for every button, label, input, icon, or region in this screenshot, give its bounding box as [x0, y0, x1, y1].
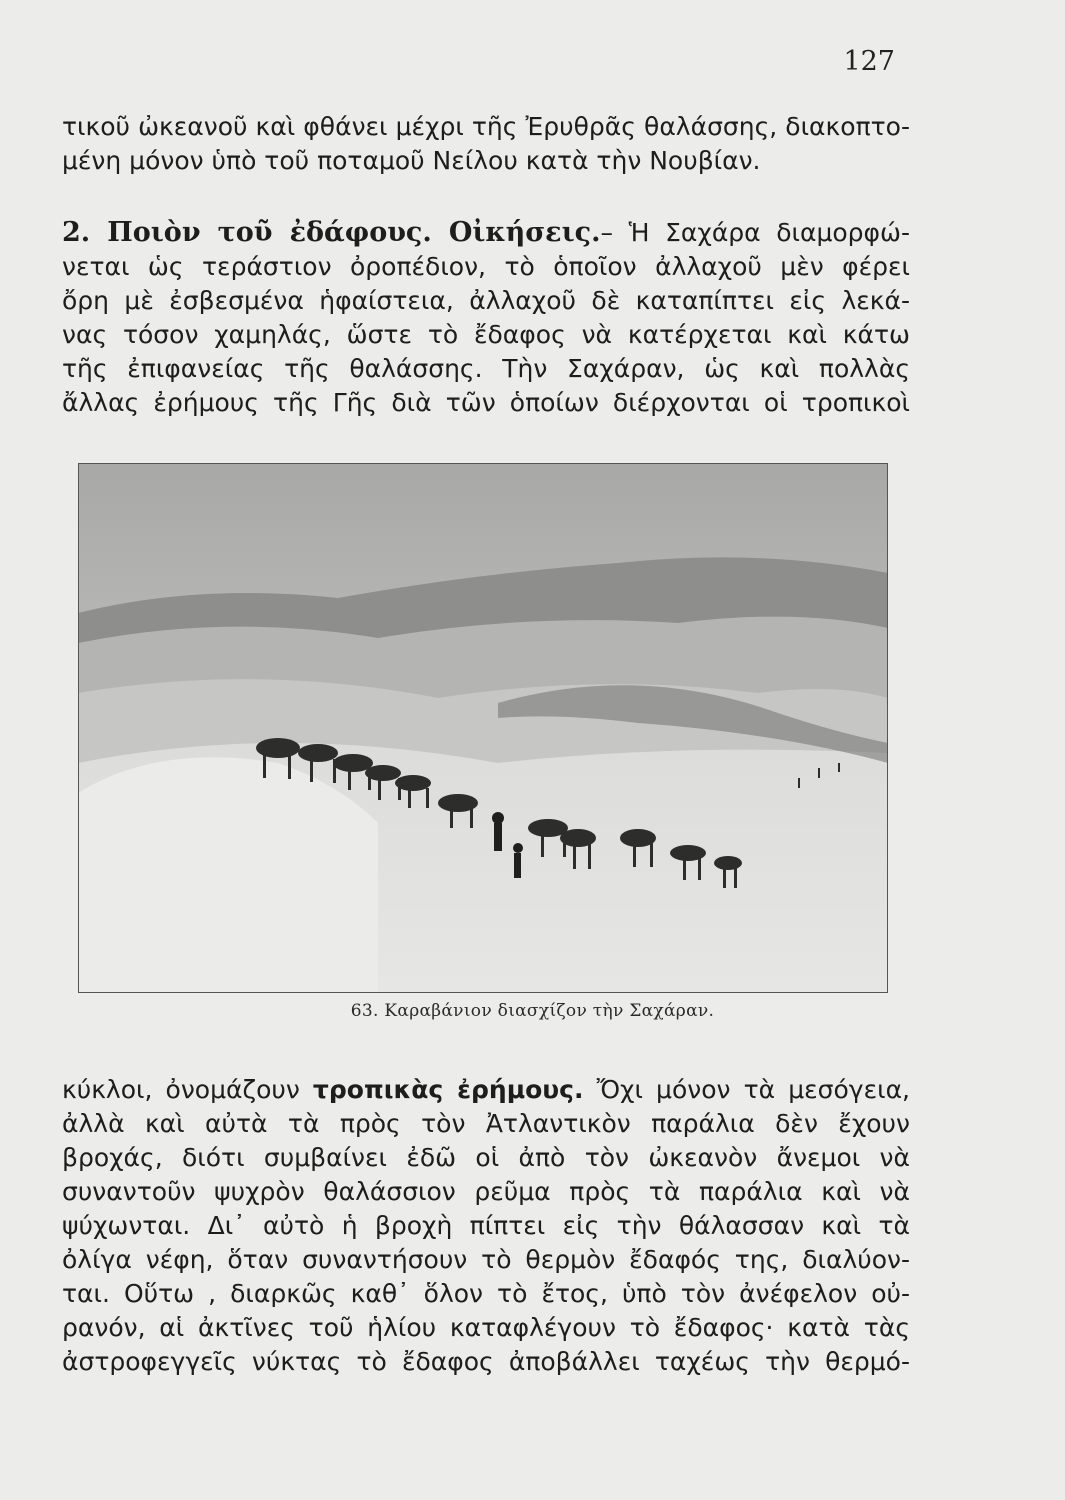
term-tropical-deserts: τροπικὰς ἐρήμους. — [312, 1075, 584, 1104]
page-number: 127 — [843, 46, 895, 77]
text-fragment: – Ἡ Σαχάρα διαμορφώ- — [600, 218, 910, 247]
bottom-text-block — [62, 1073, 910, 1379]
text-line: ὀλίγα νέφη, ὅταν συναντήσουν τὸ θερμὸν ἔδαφός της, διαλύον- — [62, 1245, 910, 1274]
text-line: ται. Οὕτω , διαρκῶς καθ᾽ ὅλον τὸ ἔτος, ὑπὸ τὸν ἀνέφελον οὐ- — [62, 1279, 910, 1308]
text-line: μένη μόνον ὑπὸ τοῦ ποταμοῦ Νείλου κατὰ τὴν Νουβίαν. — [62, 146, 761, 175]
top-text-block — [62, 110, 910, 420]
text-line: συναντοῦν ψυχρὸν θαλάσσιον ρεῦμα πρὸς τὰ παράλια καὶ νὰ — [62, 1177, 910, 1206]
text-fragment: κύκλοι, ὀνομάζουν — [62, 1075, 313, 1104]
text-line: ἀστροφεγγεῖς νύκτας τὸ ἔδαφος ἀποβάλλει ταχέως τὴν θερμό- — [62, 1347, 910, 1376]
text-line: ἄλλας ἐρήμους τῆς Γῆς διὰ τῶν ὁποίων διέρχονται οἱ τροπικοὶ — [62, 388, 910, 417]
desert-caravan-photo — [78, 463, 888, 993]
text-line: νεται ὡς τεράστιον ὀροπέδιον, τὸ ὁποῖον ἀλλαχοῦ μὲν φέρει — [62, 252, 910, 281]
section-heading: 2. Ποιὸν τοῦ ἐδάφους. Οἰκήσεις. — [62, 217, 601, 248]
text-line: ὄρη μὲ ἐσβεσμένα ἡφαίστεια, ἀλλαχοῦ δὲ καταπίπτει εἰς λεκά- — [62, 286, 910, 315]
figure-caption: 63. Καραβάνιον διασχίζον τὴν Σαχάραν. — [350, 1001, 715, 1021]
text-line: βροχάς, διότι συμβαίνει ἐδῶ οἱ ἀπὸ τὸν ὠκεανὸν ἄνεμοι νὰ — [62, 1143, 910, 1172]
text-line: τῆς ἐπιφανείας τῆς θαλάσσης. Τὴν Σαχάραν, ὡς καὶ πολλὰς — [62, 354, 910, 383]
text-fragment: Ὄχι μόνον τὰ μεσόγεια, — [583, 1075, 910, 1104]
text-line: ψύχωνται. Δι᾽ αὐτὸ ἡ βροχὴ πίπτει εἰς τὴν θάλασσαν καὶ τὰ — [62, 1211, 910, 1240]
text-line: ρανόν, αἱ ἀκτῖνες τοῦ ἡλίου καταφλέγουν τὸ ἔδαφος· κατὰ τὰς — [62, 1313, 910, 1342]
text-line — [62, 1073, 910, 1107]
text-line: ἀλλὰ καὶ αὐτὰ τὰ πρὸς τὸν Ἀτλαντικὸν παράλια δὲν ἔχουν — [62, 1109, 910, 1138]
text-line: νας τόσον χαμηλάς, ὥστε τὸ ἔδαφος νὰ κατέρχεται καὶ κάτω — [62, 320, 910, 349]
text-line: τικοῦ ὠκεανοῦ καὶ φθάνει μέχρι τῆς Ἐρυθρᾶς θαλάσσης, διακοπτο- — [62, 112, 910, 141]
section-heading-line — [62, 216, 910, 250]
